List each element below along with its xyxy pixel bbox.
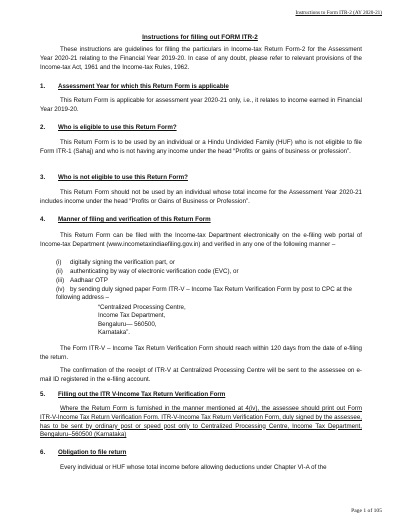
list-item: [56, 286, 356, 302]
section-title: Obligation to file return: [58, 449, 127, 456]
section-4-body: This Return Form can be filed with the Income-tax Department electronically on the e-filing web portal of Income-tax Department (www.incometaxindiaefiling.gov.in) and verified in any one of the following manner –: [40, 232, 362, 249]
list-item: [56, 268, 356, 276]
address-line: Bengaluru— 560500,: [98, 320, 157, 328]
address-line: “Centralized Processing Centre,: [98, 304, 186, 311]
section-6-body: Every individual or HUF whose total income before allowing deductions under Chapter VI-A of the: [60, 464, 327, 471]
section-4-confirmation: The confirmation of the receipt of ITR-V at Centralized Processing Centre will be sent to the assessee on e-mail ID registered in the e-filing account.: [40, 367, 362, 383]
list-item-number: (i): [56, 259, 62, 266]
section-5-heading: [40, 391, 362, 399]
address-line: Income Tax Department,: [98, 312, 166, 320]
section-number: 3.: [40, 174, 46, 181]
section-title: Manner of filing and verification of this Return Form: [58, 216, 211, 223]
running-header: Instructions to Form ITR-2 (AY 2020-21): [295, 10, 382, 16]
section-3-body: This Return Form should not be used by an individual whose total income for the Assessment Year 2020-21 includes income under the head “Profits or Gains of Business or Profession”.: [40, 189, 362, 205]
document-title: Instructions for filling out FORM ITR-2: [142, 34, 258, 41]
section-title: Filling out the ITR V-Income Tax Return Verification Form: [58, 391, 226, 398]
section-number: 5.: [40, 391, 46, 398]
address-line: Karnataka”.: [98, 329, 130, 337]
list-item-text: authenticating by way of electronic verification code (EVC), or: [70, 268, 239, 275]
section-2-body: This Return Form is to be used by an individual or a Hindu Undivided Family (HUF) who is not eligible to file Form ITR-1 (Sahaj) and who is not having any income under the head “Profits or gains of business or profession”.: [40, 139, 362, 155]
list-item-number: (iii): [56, 277, 65, 284]
section-number: 1.: [40, 83, 46, 90]
section-title: Who is not eligible to use this Return Form?: [58, 174, 188, 181]
section-4-itr-v-deadline: The Form ITR-V – Income Tax Return Verification Form should reach within 120 days from the date of e-filing the return.: [40, 345, 362, 361]
section-1-heading: [40, 83, 362, 91]
section-number: 2.: [40, 124, 46, 131]
section-4-heading: [40, 216, 362, 224]
page-number: Page 1 of 105: [351, 508, 382, 514]
section-1-body: This Return Form is applicable for assessment year 2020-21 only, i.e., it relates to income earned in Financial Year 2019-20.: [40, 97, 362, 113]
list-item-number: (ii): [56, 268, 63, 275]
section-2-heading: [40, 124, 362, 132]
section-title: Who is eligible to use this Return Form?: [58, 124, 177, 131]
section-title: Assessment Year for which this Return Form is applicable: [58, 83, 229, 90]
intro-paragraph: These instructions are guidelines for filling the particulars in Income-tax Return Form-2 for the Assessment Year 2020-21 relating to the Financial Year 2019-20. In case of any doubt, please refer to relevant provisions of the Income-tax Act, 1961 and the Income-tax Rules, 1962.: [40, 46, 362, 71]
list-item: [56, 277, 356, 285]
section-number: 4.: [40, 216, 46, 223]
section-6-heading: [40, 449, 362, 457]
list-item-text: Aadhaar OTP: [70, 277, 108, 284]
cpc-address: [98, 304, 186, 338]
section-5-body: Where the Return Form is furnished in the manner mentioned at 4(iv), the assessee should print out Form ITR-V-Income Tax Return Verification Form. ITR-V-Income Tax Return Verification Form, duly signed by the assessee, has to be sent by ordinary post or speed post only to Centralized Processing Centre, Income Tax Department, Bengaluru–560500 (Karnataka): [40, 405, 362, 439]
list-item-text: digitally signing the verification part, or: [70, 259, 175, 266]
section-number: 6.: [40, 449, 46, 456]
list-item-text: by sending duly signed paper Form ITR-V – Income Tax Return Verification Form by post to CPC at the following address –: [56, 286, 352, 301]
list-item: [56, 259, 356, 267]
section-3-heading: [40, 174, 362, 182]
list-item-number: (iv): [56, 286, 65, 293]
